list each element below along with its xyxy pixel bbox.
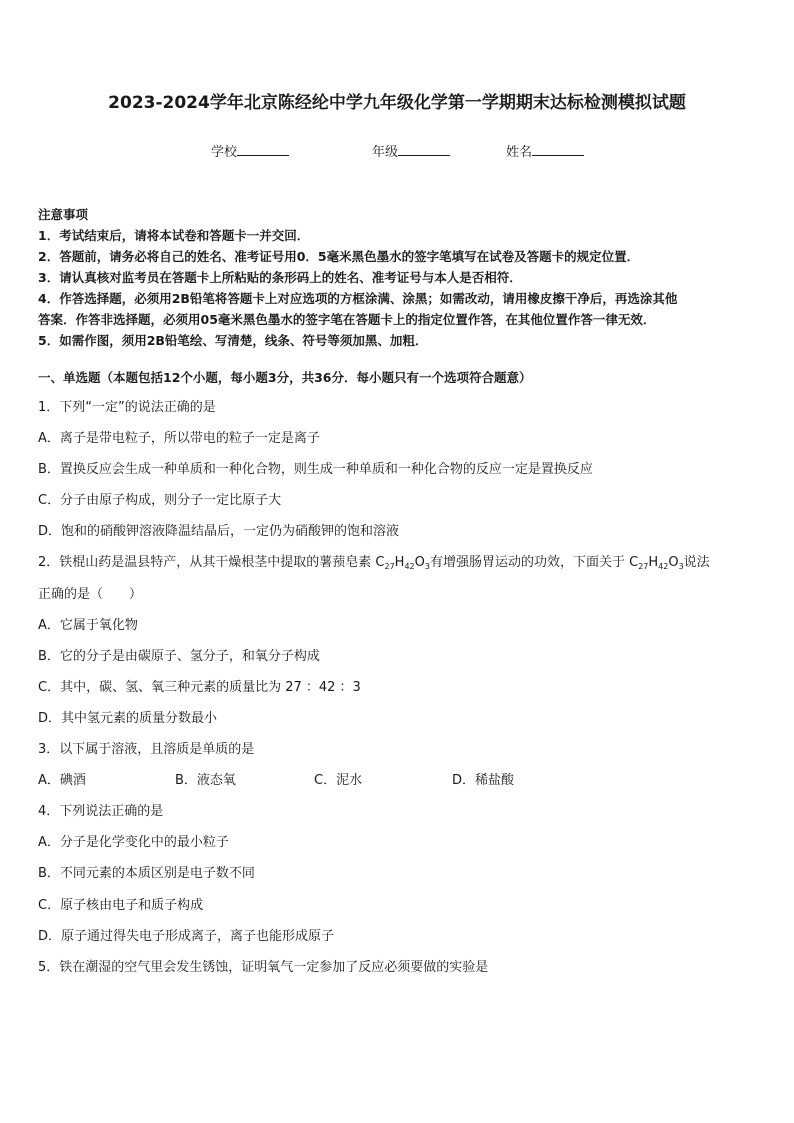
formula-o: O [668,555,679,570]
question-4-option-a: A．分子是化学变化中的最小粒子 [38,835,229,850]
formula-h: H [648,555,659,570]
formula-sub: 42 [404,562,415,571]
question-3-stem: 3．以下属于溶液，且溶质是单质的是 [38,742,255,757]
question-2-option-d: D．其中氢元素的质量分数最小 [38,711,218,726]
section-heading: 一、单选题（本题包括12个小题，每小题3分，共36分．每小题只有一个选项符合题意） [38,370,532,385]
question-4-option-b: B．不同元素的本质区别是电子数不同 [38,866,255,881]
question-2-option-c: C．其中，碳、氢、氧三种元素的质量比为 27 ：42 ：3 [38,680,361,695]
notes-item: 1．考试结束后，请将本试卷和答题卡一并交回． [38,228,310,243]
q2-stem-part1: 2．铁棍山药是温县特产，从其干燥根茎中提取的薯蓣皂素 C [38,555,385,570]
notes-item: 3．请认真核对监考员在答题卡上所粘贴的条形码上的姓名、准考证号与本人是否相符． [38,270,522,285]
formula-sub: 27 [384,562,395,571]
question-2-stem-line2: 正确的是（ ） [38,587,143,602]
grade-label: 年级 [372,145,399,160]
school-label: 学校 [211,145,238,160]
name-label: 姓名 [506,145,533,160]
question-3-option-a: A．碘酒 [38,773,86,788]
notes-item: 4．作答选择题，必须用2B铅笔将答题卡上对应选项的方框涂满、涂黑；如需改动，请用橡皮擦干净后，再选涂其他 [38,291,678,306]
question-2-stem [38,551,710,571]
formula-sub: 42 [658,562,669,571]
question-3-option-d: D．稀盐酸 [452,773,515,788]
notes-heading: 注意事项 [38,207,89,222]
question-1-option-d: D．饱和的硝酸钾溶液降温结晶后，一定仍为硝酸钾的饱和溶液 [38,524,400,539]
school-field [211,141,289,160]
notes-item: 2．答题前，请务必将自己的姓名、准考证号用0．5毫米黑色墨水的签字笔填写在试卷及答题卡的规定位置． [38,249,640,264]
question-2-option-b: B．它的分子是由碳原子、氢分子，和氧分子构成 [38,649,320,664]
formula-sub: 3 [424,562,430,571]
notes-item: 答案．作答非选择题，必须用05毫米黑色墨水的签字笔在答题卡上的指定位置作答，在其他位置作答一律无效． [38,312,656,327]
question-1-stem: 1．下列“一定”的说法正确的是 [38,400,216,415]
question-1-option-b: B．置换反应会生成一种单质和一种化合物，则生成一种单质和一种化合物的反应一定是置换反应 [38,462,593,477]
question-4-option-c: C．原子核由电子和质子构成 [38,898,204,913]
exam-title: 2023-2024学年北京陈经纶中学九年级化学第一学期期末达标检测模拟试题 [108,93,686,113]
formula-sub: 3 [678,562,684,571]
question-3-option-b: B．液态氧 [175,773,236,788]
question-1-option-a: A．离子是带电粒子，所以带电的粒子一定是离子 [38,431,320,446]
q2-stem-part3: 说法 [683,555,710,570]
question-1-option-c: C．分子由原子构成，则分子一定比原子大 [38,493,282,508]
question-3-option-c: C．泥水 [314,773,363,788]
formula-h: H [394,555,405,570]
grade-field [372,141,450,160]
name-field [506,141,584,160]
question-4-stem: 4．下列说法正确的是 [38,804,164,819]
question-2-option-a: A．它属于氧化物 [38,618,138,633]
school-blank [237,143,289,156]
formula-o: O [414,555,425,570]
name-blank [532,143,584,156]
grade-blank [398,143,450,156]
notes-item: 5．如需作图，须用2B铅笔绘、写清楚，线条、符号等须加黑、加粗． [38,333,428,348]
question-5-stem: 5．铁在潮湿的空气里会发生锈蚀，证明氧气一定参加了反应必须要做的实验是 [38,960,489,975]
question-4-option-d: D．原子通过得失电子形成离子，离子也能形成原子 [38,929,335,944]
q2-stem-part2: 有增强肠胃运动的功效，下面关于 C [429,555,639,570]
notes-block [38,204,758,351]
formula-sub: 27 [638,562,649,571]
